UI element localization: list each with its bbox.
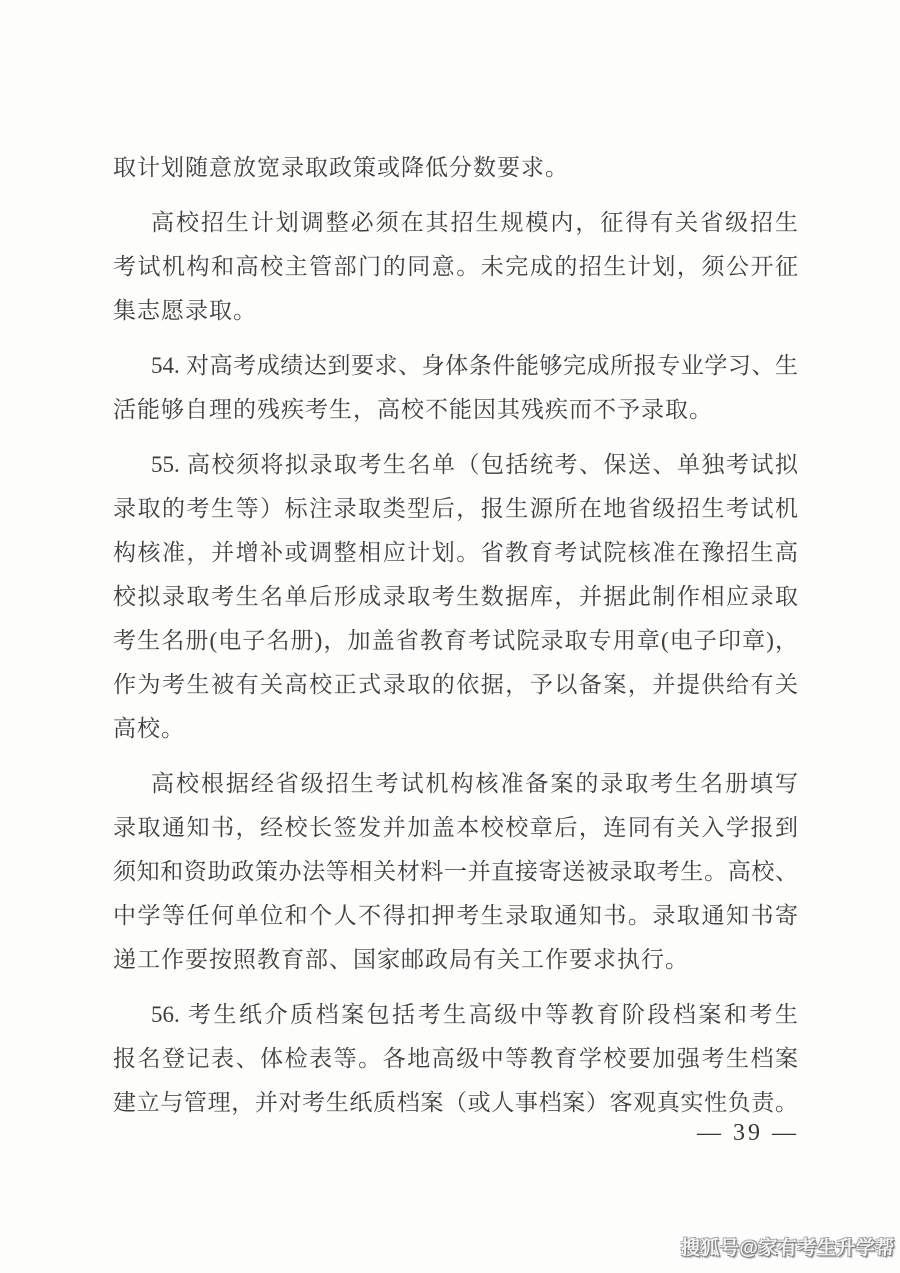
text-line: 校拟录取考生名单后形成录取考生数据库，并据此制作相应录取 [113,584,798,609]
text-line: 活能够自理的残疾考生，高校不能因其残疾而不予录取。 [113,397,713,422]
paragraph [113,443,798,751]
watermark-sohu-account: 搜狐号@家有考生升学帮 [681,1238,896,1259]
paragraph [113,993,798,1125]
text-line: 建立与管理，并对考生纸质档案（或人事档案）客观真实性负责。 [113,1090,798,1115]
text-line: 54. 对高考成绩达到要求、身体条件能够完成所报专业学习、生 [151,353,798,378]
text-line: 高校根据经省级招生考试机构核准备案的录取考生名册填写 [151,771,798,796]
text-line: 高校。 [113,716,185,741]
text-line: 集志愿录取。 [113,298,257,323]
text-line: 考生名册(电子名册)，加盖省教育考试院录取专用章(电子印章)， [113,628,798,653]
text-line: 作为考生被有关高校正式录取的依据，予以备案，并提供给有关 [113,672,798,697]
text-line: 取计划随意放宽录取政策或降低分数要求。 [113,155,569,180]
text-line: 中学等任何单位和个人不得扣押考生录取通知书。录取通知书寄 [113,903,798,928]
document-content [113,146,798,1136]
paragraph [113,762,798,982]
page-number: — 39 — [697,1120,799,1146]
text-line: 录取通知书，经校长签发并加盖本校校章后，连同有关入学报到 [113,815,798,840]
paragraph [113,201,798,333]
text-line: 递工作要按照教育部、国家邮政局有关工作要求执行。 [113,947,689,972]
text-line: 构核准，并增补或调整相应计划。省教育考试院核准在豫招生高 [113,540,798,565]
text-line: 55. 高校须将拟录取考生名单（包括统考、保送、单独考试拟 [151,452,798,477]
text-line: 报名登记表、体检表等。各地高级中等教育学校要加强考生档案 [113,1046,798,1071]
text-line: 高校招生计划调整必须在其招生规模内，征得有关省级招生 [151,210,798,235]
text-line: 56. 考生纸介质档案包括考生高级中等教育阶段档案和考生 [151,1002,798,1027]
text-line: 须知和资助政策办法等相关材料一并直接寄送被录取考生。高校、 [113,859,798,884]
text-line: 录取的考生等）标注录取类型后，报生源所在地省级招生考试机 [113,496,798,521]
paragraph [113,146,798,190]
paragraph [113,344,798,432]
text-line: 考试机构和高校主管部门的同意。未完成的招生计划，须公开征 [113,254,798,279]
